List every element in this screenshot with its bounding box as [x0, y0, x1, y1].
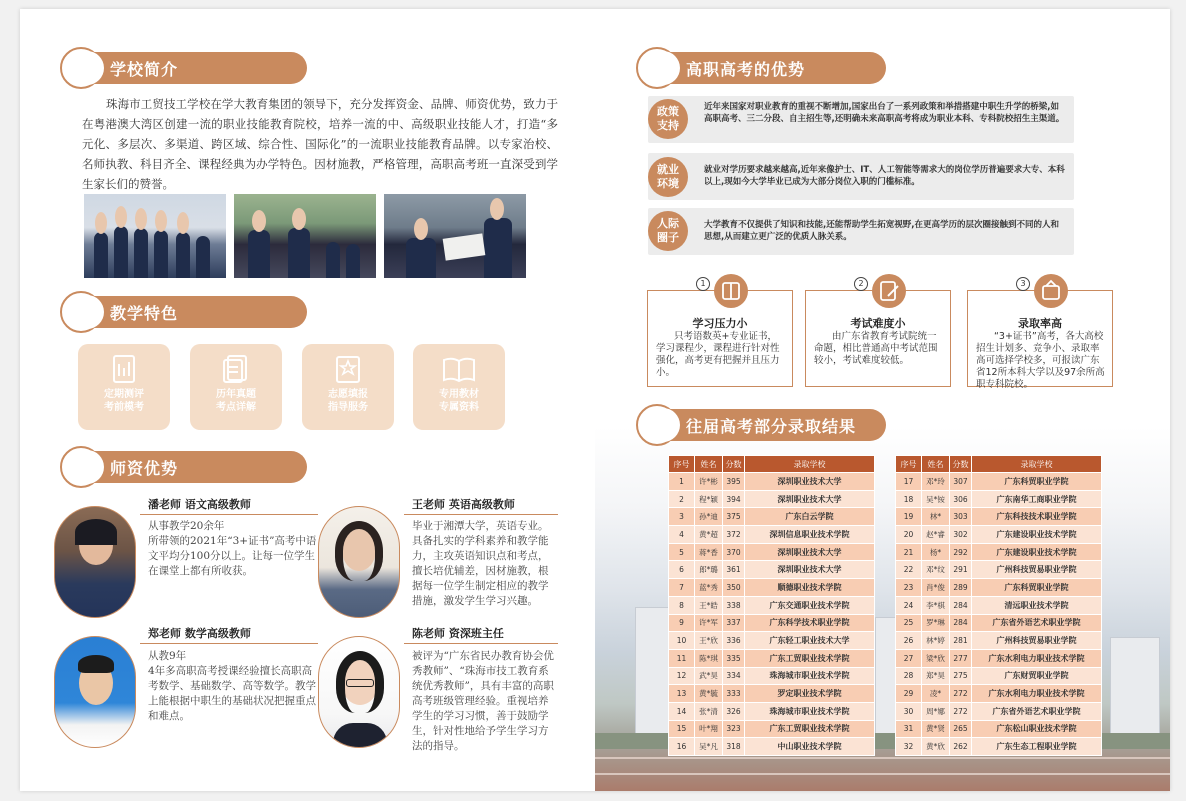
teacher-chen-desc: 被评为“广东省民办教育协会优秀教师”、“珠海市技工教育系统优秀教师”，具有丰富的高职高考班级管理经验。重视培养学生的学习习惯，善于鼓励学生，针对性地给予学生学习方法的指导。: [412, 650, 554, 752]
cell-index: 30: [896, 702, 922, 720]
col-header: 录取学校: [745, 456, 875, 473]
cell-school: 珠海城市职业技术学院: [745, 702, 875, 720]
card-body: 由广东省教育考试院统一命题，相比普通高中考试范围较小，考试难度较低。: [814, 331, 938, 366]
divider: [140, 514, 318, 515]
open-book-icon: [440, 352, 478, 386]
cell-score: 318: [723, 738, 745, 756]
cell-school: 深圳职业技术大学: [745, 561, 875, 579]
cell-score: 272: [950, 685, 972, 703]
badge-line: 支持: [657, 119, 679, 132]
cell-index: 14: [669, 702, 695, 720]
advantage-badge-network: [648, 211, 688, 251]
cell-index: 18: [896, 490, 922, 508]
cell-name: 梁*欣: [922, 649, 950, 667]
cell-name: 吴*凡: [695, 738, 723, 756]
table-row: [896, 490, 1102, 508]
cell-index: 9: [669, 614, 695, 632]
table-row: [896, 614, 1102, 632]
cell-index: 19: [896, 508, 922, 526]
paper-stack-icon: [219, 352, 253, 386]
cell-score: 337: [723, 614, 745, 632]
cell-score: 281: [950, 632, 972, 650]
cell-index: 26: [896, 632, 922, 650]
cell-score: 277: [950, 649, 972, 667]
cell-name: 王*皓: [695, 596, 723, 614]
cell-name: 黄*欣: [922, 738, 950, 756]
teacher-chen-title: 陈老师 资深班主任: [412, 627, 504, 640]
students-photo-1: [84, 194, 226, 278]
table-row: [896, 685, 1102, 703]
cell-score: 335: [723, 649, 745, 667]
section-header-results: [648, 409, 886, 441]
cell-index: 27: [896, 649, 922, 667]
feature-3-line2: 指导服务: [328, 402, 368, 413]
cell-school: 珠海城市职业技术学院: [745, 667, 875, 685]
table-row: [896, 473, 1102, 491]
cell-name: 黄*贤: [922, 720, 950, 738]
cell-score: 284: [950, 614, 972, 632]
cell-school: 广东交通职业技术学院: [745, 596, 875, 614]
cell-name: 许*军: [695, 614, 723, 632]
cell-name: 郑*昊: [922, 667, 950, 685]
cell-name: 黄*超: [695, 526, 723, 544]
cell-name: 邓*玲: [922, 473, 950, 491]
table-row: [669, 526, 875, 544]
cell-score: 306: [950, 490, 972, 508]
table-row: [896, 667, 1102, 685]
col-header: 姓名: [922, 456, 950, 473]
cell-name: 凌*: [922, 685, 950, 703]
cell-index: 31: [896, 720, 922, 738]
admission-icon: [1034, 274, 1068, 308]
cell-name: 林*婷: [922, 632, 950, 650]
table-row: [669, 561, 875, 579]
cell-school: 广东松山职业技术学院: [972, 720, 1102, 738]
cell-index: 28: [896, 667, 922, 685]
cell-name: 陈*琪: [695, 649, 723, 667]
cell-name: 李*棋: [922, 596, 950, 614]
table-row: [896, 561, 1102, 579]
table-row: [896, 738, 1102, 756]
cell-score: 292: [950, 543, 972, 561]
table-row: [896, 543, 1102, 561]
cell-index: 21: [896, 543, 922, 561]
cell-index: 11: [669, 649, 695, 667]
badge-line: 环境: [657, 177, 679, 190]
table-row: [896, 720, 1102, 738]
cell-name: 杨*: [922, 543, 950, 561]
badge-line: 圈子: [657, 231, 679, 244]
card-title: 考试难度小: [850, 317, 906, 330]
cell-score: 336: [723, 632, 745, 650]
cell-name: 武*昊: [695, 667, 723, 685]
advantage-text-employment: 就业对学历要求越来越高,近年来像护士、IT、人工智能等需求大的岗位学历普遍要求大专、本科以上,现如今大学毕业已成为大部分岗位入职的门槛标准。: [704, 165, 1065, 187]
feature-1-line1: 定期测评: [104, 389, 144, 400]
col-header: 分数: [950, 456, 972, 473]
divider: [404, 643, 558, 644]
col-header: 姓名: [695, 456, 723, 473]
col-header: 序号: [669, 456, 695, 473]
teacher-pan-avatar: [54, 506, 136, 618]
card-body: 只考语数英+专业证书，学习课程少，课程进行针对性强化，高考更有把握并且压力小。: [656, 331, 780, 378]
section-header-features: [72, 296, 307, 328]
table-row: [669, 738, 875, 756]
cell-index: 15: [669, 720, 695, 738]
section-title-advantages: 高职高考的优势: [686, 59, 806, 79]
cell-score: 307: [950, 473, 972, 491]
cell-name: 郎*璐: [695, 561, 723, 579]
feature-4-line2: 专属资料: [439, 402, 479, 413]
advantage-badge-employment: [648, 157, 688, 197]
feature-card-3: [302, 344, 394, 430]
cell-index: 24: [896, 596, 922, 614]
table-row: [669, 632, 875, 650]
cell-index: 12: [669, 667, 695, 685]
cell-name: 王*欣: [695, 632, 723, 650]
table-row: [669, 667, 875, 685]
cell-name: 张*清: [695, 702, 723, 720]
cell-school: 广州科技贸易职业学院: [972, 632, 1102, 650]
teacher-wang-desc: 毕业于湘潭大学，英语专业。具备扎实的学科素养和教学能力，主攻英语知识点和考点，擅长培优辅差，因材施教，根据每一位学生制定相应的教学措施，激发学生学习兴趣。: [412, 520, 549, 607]
teacher-pan-desc: 从事教学20余年 所带领的2021年“3+证书”高考中语文平均分100分以上。让每一位学生在课堂上都有所收获。: [148, 520, 317, 577]
feature-4-line1: 专用教材: [439, 389, 479, 400]
cell-score: 370: [723, 543, 745, 561]
table-row: [896, 596, 1102, 614]
cell-name: 林*: [922, 508, 950, 526]
table-row: [669, 596, 875, 614]
cell-school: 广东建设职业技术学院: [972, 526, 1102, 544]
cell-score: 338: [723, 596, 745, 614]
card-number: 2: [854, 277, 868, 291]
table-row: [896, 632, 1102, 650]
section-title-features: 教学特色: [110, 303, 179, 323]
teacher-zheng-avatar: [54, 636, 136, 748]
cell-score: 333: [723, 685, 745, 703]
badge-line: 就业: [657, 163, 679, 176]
table-row: [669, 685, 875, 703]
cell-name: 吴*铵: [922, 490, 950, 508]
table-row: [669, 490, 875, 508]
cell-index: 32: [896, 738, 922, 756]
table-row: [669, 473, 875, 491]
advantage-text-policy: 近年来国家对职业教育的重视不断增加,国家出台了一系列政策和举措搭建中职生升学的桥梁,如高职高考、三二分段、自主招生等,还明确未来高职高考将成为职业本科、专科院校招生主渠道。: [704, 102, 1065, 124]
header-ornament: [636, 47, 678, 89]
cell-score: 334: [723, 667, 745, 685]
advantage-card-3: [967, 279, 1113, 390]
cell-name: 许*彬: [695, 473, 723, 491]
cell-school: 广东建设职业技术学院: [972, 543, 1102, 561]
cell-name: 蒋*香: [695, 543, 723, 561]
feature-2-line1: 历年真题: [216, 389, 256, 400]
table-row: [669, 614, 875, 632]
book-icon: [714, 274, 748, 308]
cell-school: 广东财贸职业学院: [972, 667, 1102, 685]
cell-score: 323: [723, 720, 745, 738]
teacher-wang-title: 王老师 英语高级教师: [412, 498, 515, 511]
cell-score: 326: [723, 702, 745, 720]
cell-name: 罗*琳: [922, 614, 950, 632]
section-header-teachers: [72, 451, 307, 483]
star-form-icon: [331, 352, 365, 386]
card-title: 录取率高: [1018, 317, 1062, 330]
section-header-intro: [72, 52, 307, 84]
cell-score: 302: [950, 526, 972, 544]
feature-1-line2: 考前模考: [104, 402, 144, 413]
table-row: [669, 720, 875, 738]
cell-index: 17: [896, 473, 922, 491]
feature-2-line2: 考点详解: [216, 402, 256, 413]
header-ornament: [636, 404, 678, 446]
cell-index: 4: [669, 526, 695, 544]
cell-name: 周*娜: [922, 702, 950, 720]
teacher-pan-title: 潘老师 语文高级教师: [148, 498, 251, 511]
section-title-intro: 学校简介: [110, 59, 179, 79]
cell-school: 中山职业技术学院: [745, 738, 875, 756]
cell-index: 3: [669, 508, 695, 526]
cell-index: 23: [896, 579, 922, 597]
col-header: 录取学校: [972, 456, 1102, 473]
cell-school: 深圳信息职业技术学院: [745, 526, 875, 544]
cell-school: 广东工贸职业技术学院: [745, 720, 875, 738]
cell-index: 16: [669, 738, 695, 756]
cell-score: 361: [723, 561, 745, 579]
cell-name: 赵*睿: [922, 526, 950, 544]
cell-school: 深圳职业技术大学: [745, 543, 875, 561]
cell-score: 394: [723, 490, 745, 508]
cell-school: 广东省外语艺术职业学院: [972, 702, 1102, 720]
cell-school: 广东水利电力职业技术学院: [972, 649, 1102, 667]
cell-name: 肖*俊: [922, 579, 950, 597]
cell-score: 372: [723, 526, 745, 544]
section-title-results: 往届高考部分录取结果: [686, 416, 857, 436]
cell-index: 6: [669, 561, 695, 579]
admission-results-table-1: [668, 455, 875, 756]
table-row: [669, 649, 875, 667]
test-sheet-icon: [107, 352, 141, 386]
cell-school: 清远职业技术学院: [972, 596, 1102, 614]
cell-school: 广东科贸职业学院: [972, 473, 1102, 491]
cell-index: 13: [669, 685, 695, 703]
card-number: 1: [696, 277, 710, 291]
cell-index: 2: [669, 490, 695, 508]
cell-index: 25: [896, 614, 922, 632]
cell-score: 265: [950, 720, 972, 738]
cell-index: 10: [669, 632, 695, 650]
table-row: [896, 579, 1102, 597]
cell-index: 8: [669, 596, 695, 614]
teacher-wang-avatar: [318, 506, 400, 618]
students-photo-3: [384, 194, 526, 278]
badge-line: 政策: [657, 105, 679, 118]
col-header: 序号: [896, 456, 922, 473]
cell-score: 291: [950, 561, 972, 579]
cell-name: 程*颖: [695, 490, 723, 508]
cell-score: 262: [950, 738, 972, 756]
advantage-card-1: [647, 279, 793, 387]
feature-card-2: [190, 344, 282, 430]
cell-school: 顺德职业技术学院: [745, 579, 875, 597]
cell-school: 广东轻工职业技术大学: [745, 632, 875, 650]
cell-name: 叶*翔: [695, 720, 723, 738]
cell-score: 395: [723, 473, 745, 491]
cell-index: 29: [896, 685, 922, 703]
cell-score: 275: [950, 667, 972, 685]
cell-name: 邓*纹: [922, 561, 950, 579]
cell-index: 7: [669, 579, 695, 597]
cell-school: 广东省外语艺术职业学院: [972, 614, 1102, 632]
edit-icon: [872, 274, 906, 308]
advantage-card-2: [805, 279, 951, 387]
school-intro-text: 珠海市工贸技工学校在学大教育集团的领导下，充分发挥资金、品牌、师资优势，致力于在粤港澳大湾区创建一流的职业技能教育院校，培养一流的中、高级职业技能人才，打造“多元化、多层次、多渠道、跨区域、综合性、国际化”的一流职业技能教育品牌。以专家治校、名师执教、科目齐全、课程经典为办学特色。因材施教，严格管理，高职高考班一直深受到学生家长们的赞誉。: [82, 97, 558, 191]
cell-score: 303: [950, 508, 972, 526]
cell-school: 广东工贸职业技术学院: [745, 649, 875, 667]
cell-school: 深圳职业技术大学: [745, 490, 875, 508]
section-title-teachers: 师资优势: [110, 458, 179, 478]
card-number: 3: [1016, 277, 1030, 291]
badge-line: 人际: [657, 217, 679, 230]
card-title: 学习压力小: [692, 317, 748, 330]
cell-school: 广东白云学院: [745, 508, 875, 526]
feature-3-line1: 志愿填报: [328, 389, 368, 400]
table-row: [669, 543, 875, 561]
table-row: [669, 702, 875, 720]
teacher-zheng-desc: 从教9年 4年多高职高考授课经验擅长高职高考数学、基础数学、高等数学。教学上能根据中职生的基础状况把握重点和难点。: [148, 650, 316, 722]
cell-index: 20: [896, 526, 922, 544]
cell-score: 284: [950, 596, 972, 614]
table-row: [669, 579, 875, 597]
header-ornament: [60, 47, 102, 89]
cell-school: 广东水利电力职业技术学院: [972, 685, 1102, 703]
students-photo-2: [234, 194, 376, 278]
feature-card-4: [413, 344, 505, 430]
header-ornament: [60, 446, 102, 488]
table-row: [896, 649, 1102, 667]
table-row: [896, 702, 1102, 720]
cell-name: 黄*毓: [695, 685, 723, 703]
cell-school: 广州科技贸易职业学院: [972, 561, 1102, 579]
cell-score: 272: [950, 702, 972, 720]
cell-school: 广东科贸职业学院: [972, 579, 1102, 597]
card-body: “3+证书”高考，各大高校招生计划多、竞争小、录取率高可选择学校多，可报读广东省12所本科大学以及97余所高职专科院校。: [976, 331, 1105, 390]
header-ornament: [60, 291, 102, 333]
cell-score: 289: [950, 579, 972, 597]
cell-name: 蓝*秀: [695, 579, 723, 597]
table-row: [669, 508, 875, 526]
table-row: [896, 508, 1102, 526]
admission-results-table-2: [895, 455, 1102, 756]
cell-name: 孙*迪: [695, 508, 723, 526]
cell-school: 深圳职业技术大学: [745, 473, 875, 491]
cell-index: 22: [896, 561, 922, 579]
table-row: [896, 526, 1102, 544]
cell-school: 广东科技技术职业学院: [972, 508, 1102, 526]
advantage-badge-policy: [648, 99, 688, 139]
advantage-text-network: 大学教育不仅提供了知识和技能,还能帮助学生拓宽视野,在更高学历的层次圈接触到不同的人和思想,从而建立更广泛的优质人脉关系。: [704, 220, 1059, 242]
divider: [140, 643, 318, 644]
feature-card-1: [78, 344, 170, 430]
cell-school: 罗定职业技术学院: [745, 685, 875, 703]
cell-school: 广东南华工商职业学院: [972, 490, 1102, 508]
cell-index: 1: [669, 473, 695, 491]
col-header: 分数: [723, 456, 745, 473]
divider: [404, 514, 558, 515]
section-header-advantages: [648, 52, 886, 84]
cell-school: 广东科学技术职业学院: [745, 614, 875, 632]
cell-school: 广东生态工程职业学院: [972, 738, 1102, 756]
brochure-page: [20, 9, 1170, 791]
cell-index: 5: [669, 543, 695, 561]
cell-score: 375: [723, 508, 745, 526]
cell-score: 350: [723, 579, 745, 597]
teacher-chen-avatar: [318, 636, 400, 748]
teacher-zheng-title: 郑老师 数学高级教师: [148, 627, 251, 640]
